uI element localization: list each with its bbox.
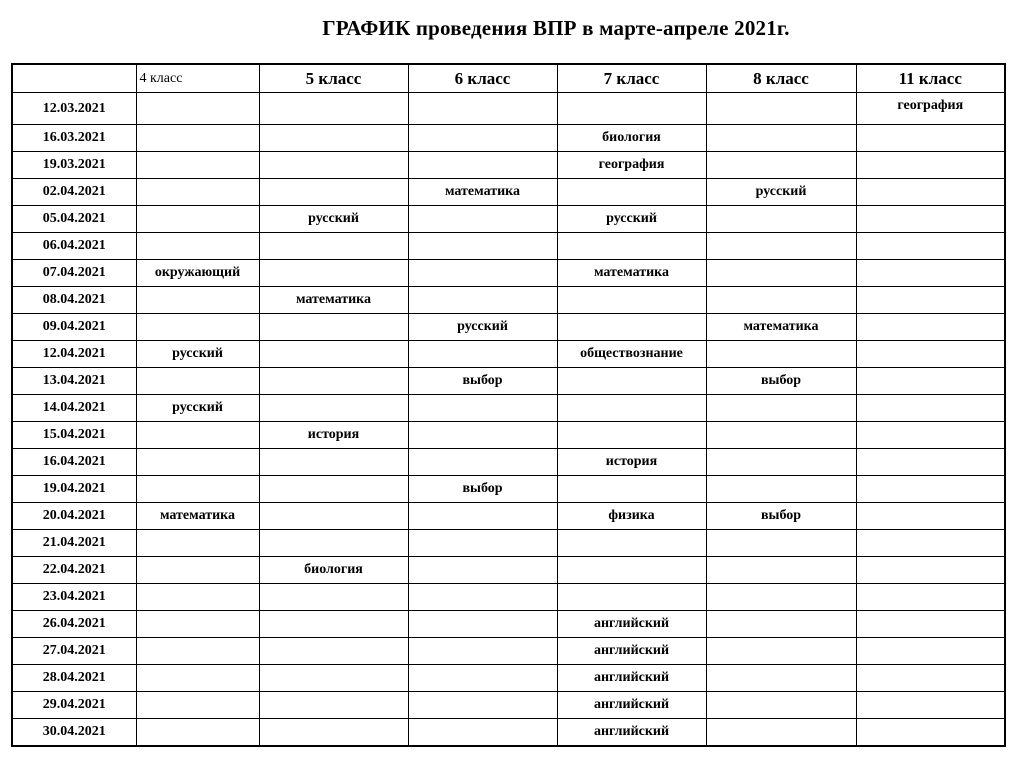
- cell-c4: [136, 287, 259, 314]
- column-header-8: 8 класс: [706, 64, 856, 93]
- cell-c5: [259, 719, 408, 747]
- cell-c6: [408, 503, 557, 530]
- cell-c8: [706, 287, 856, 314]
- cell-c6: [408, 665, 557, 692]
- cell-c11: [856, 152, 1005, 179]
- cell-c4: [136, 719, 259, 747]
- table-row: [12, 152, 1005, 179]
- cell-c11: [856, 557, 1005, 584]
- cell-c8: [706, 233, 856, 260]
- row-date: 29.04.2021: [12, 692, 136, 719]
- cell-c11: [856, 584, 1005, 611]
- cell-c6: [408, 638, 557, 665]
- cell-c4: [136, 665, 259, 692]
- column-header-6: 6 класс: [408, 64, 557, 93]
- cell-c7: обществознание: [557, 341, 706, 368]
- cell-c8: [706, 665, 856, 692]
- cell-c7: [557, 287, 706, 314]
- cell-c5: [259, 530, 408, 557]
- cell-c8: [706, 530, 856, 557]
- cell-c5: [259, 611, 408, 638]
- cell-c7: [557, 584, 706, 611]
- column-header-date: [12, 64, 136, 93]
- table-row: [12, 692, 1005, 719]
- cell-c4: [136, 584, 259, 611]
- cell-c4: [136, 476, 259, 503]
- cell-c11: [856, 692, 1005, 719]
- cell-c11: [856, 611, 1005, 638]
- cell-c4: [136, 125, 259, 152]
- cell-c8: выбор: [706, 503, 856, 530]
- cell-c6: [408, 449, 557, 476]
- row-date: 20.04.2021: [12, 503, 136, 530]
- cell-c7: [557, 233, 706, 260]
- row-date: 13.04.2021: [12, 368, 136, 395]
- cell-c5: [259, 152, 408, 179]
- cell-c11: [856, 368, 1005, 395]
- cell-c8: [706, 692, 856, 719]
- cell-c7: [557, 368, 706, 395]
- cell-c5: [259, 341, 408, 368]
- cell-c5: [259, 368, 408, 395]
- cell-c7: русский: [557, 206, 706, 233]
- column-header-11: 11 класс: [856, 64, 1005, 93]
- cell-c4: [136, 611, 259, 638]
- cell-c6: [408, 287, 557, 314]
- cell-c8: [706, 125, 856, 152]
- cell-c7: [557, 530, 706, 557]
- cell-c4: русский: [136, 395, 259, 422]
- column-header-7: 7 класс: [557, 64, 706, 93]
- cell-c4: [136, 206, 259, 233]
- cell-c7: английский: [557, 719, 706, 747]
- column-header-5: 5 класс: [259, 64, 408, 93]
- cell-c5: русский: [259, 206, 408, 233]
- cell-c11: [856, 638, 1005, 665]
- cell-c7: английский: [557, 638, 706, 665]
- cell-c11: [856, 530, 1005, 557]
- row-date: 09.04.2021: [12, 314, 136, 341]
- cell-c4: [136, 449, 259, 476]
- cell-c11: [856, 179, 1005, 206]
- cell-c7: история: [557, 449, 706, 476]
- table-row: [12, 476, 1005, 503]
- cell-c4: [136, 692, 259, 719]
- row-date: 07.04.2021: [12, 260, 136, 287]
- cell-c11: [856, 341, 1005, 368]
- cell-c8: [706, 476, 856, 503]
- page-title: ГРАФИК проведения ВПР в марте-апреле 2021г.: [322, 16, 790, 40]
- cell-c7: английский: [557, 611, 706, 638]
- table-row: [12, 557, 1005, 584]
- cell-c5: [259, 93, 408, 125]
- row-date: 12.03.2021: [12, 93, 136, 125]
- cell-c6: [408, 422, 557, 449]
- cell-c11: [856, 395, 1005, 422]
- cell-c11: [856, 206, 1005, 233]
- row-date: 12.04.2021: [12, 341, 136, 368]
- cell-c5: [259, 314, 408, 341]
- table-row: [12, 611, 1005, 638]
- schedule-table: [11, 63, 1006, 747]
- cell-c5: [259, 665, 408, 692]
- cell-c5: [259, 260, 408, 287]
- cell-c6: [408, 395, 557, 422]
- table-row: [12, 233, 1005, 260]
- cell-c4: [136, 368, 259, 395]
- cell-c8: [706, 449, 856, 476]
- cell-c4: окружающий: [136, 260, 259, 287]
- row-date: 15.04.2021: [12, 422, 136, 449]
- row-date: 05.04.2021: [12, 206, 136, 233]
- table-row: [12, 719, 1005, 747]
- row-date: 23.04.2021: [12, 584, 136, 611]
- cell-c4: [136, 233, 259, 260]
- cell-c6: [408, 125, 557, 152]
- cell-c4: [136, 557, 259, 584]
- cell-c6: [408, 93, 557, 125]
- cell-c5: [259, 584, 408, 611]
- table-row: [12, 260, 1005, 287]
- column-header-4: 4 класс: [136, 64, 259, 93]
- cell-c6: математика: [408, 179, 557, 206]
- cell-c6: [408, 530, 557, 557]
- table-row: [12, 449, 1005, 476]
- cell-c7: [557, 314, 706, 341]
- table-row: [12, 93, 1005, 125]
- cell-c6: [408, 557, 557, 584]
- cell-c8: русский: [706, 179, 856, 206]
- table-row: [12, 638, 1005, 665]
- cell-c6: [408, 692, 557, 719]
- cell-c6: русский: [408, 314, 557, 341]
- cell-c7: [557, 476, 706, 503]
- cell-c5: [259, 449, 408, 476]
- cell-c11: [856, 422, 1005, 449]
- cell-c7: биология: [557, 125, 706, 152]
- cell-c4: [136, 422, 259, 449]
- cell-c11: [856, 665, 1005, 692]
- cell-c8: [706, 152, 856, 179]
- cell-c8: [706, 206, 856, 233]
- cell-c6: [408, 233, 557, 260]
- cell-c7: [557, 179, 706, 206]
- cell-c8: [706, 611, 856, 638]
- table-row: [12, 341, 1005, 368]
- row-date: 08.04.2021: [12, 287, 136, 314]
- cell-c8: [706, 584, 856, 611]
- cell-c8: [706, 93, 856, 125]
- table-row: [12, 665, 1005, 692]
- cell-c7: математика: [557, 260, 706, 287]
- cell-c8: [706, 395, 856, 422]
- cell-c8: [706, 422, 856, 449]
- cell-c6: [408, 260, 557, 287]
- cell-c6: [408, 719, 557, 747]
- cell-c11: [856, 449, 1005, 476]
- cell-c4: [136, 638, 259, 665]
- row-date: 16.03.2021: [12, 125, 136, 152]
- cell-c5: [259, 476, 408, 503]
- row-date: 02.04.2021: [12, 179, 136, 206]
- cell-c7: физика: [557, 503, 706, 530]
- cell-c5: [259, 395, 408, 422]
- cell-c8: [706, 557, 856, 584]
- cell-c7: [557, 93, 706, 125]
- row-date: 28.04.2021: [12, 665, 136, 692]
- row-date: 14.04.2021: [12, 395, 136, 422]
- cell-c11: [856, 233, 1005, 260]
- cell-c5: [259, 233, 408, 260]
- cell-c5: математика: [259, 287, 408, 314]
- table-row: [12, 179, 1005, 206]
- cell-c4: [136, 314, 259, 341]
- row-date: 21.04.2021: [12, 530, 136, 557]
- row-date: 19.03.2021: [12, 152, 136, 179]
- row-date: 19.04.2021: [12, 476, 136, 503]
- cell-c6: [408, 206, 557, 233]
- cell-c5: [259, 125, 408, 152]
- cell-c5: [259, 179, 408, 206]
- cell-c7: [557, 557, 706, 584]
- table-row: [12, 530, 1005, 557]
- cell-c11: [856, 125, 1005, 152]
- cell-c6: [408, 341, 557, 368]
- row-date: 27.04.2021: [12, 638, 136, 665]
- cell-c11: [856, 476, 1005, 503]
- cell-c4: [136, 152, 259, 179]
- cell-c8: выбор: [706, 368, 856, 395]
- cell-c6: [408, 611, 557, 638]
- cell-c6: выбор: [408, 476, 557, 503]
- cell-c8: [706, 638, 856, 665]
- table-row: [12, 314, 1005, 341]
- cell-c5: биология: [259, 557, 408, 584]
- cell-c7: английский: [557, 665, 706, 692]
- cell-c7: [557, 422, 706, 449]
- cell-c4: [136, 530, 259, 557]
- cell-c11: [856, 719, 1005, 747]
- cell-c7: география: [557, 152, 706, 179]
- cell-c4: математика: [136, 503, 259, 530]
- cell-c6: выбор: [408, 368, 557, 395]
- table-row: [12, 125, 1005, 152]
- cell-c11: [856, 260, 1005, 287]
- cell-c8: [706, 341, 856, 368]
- cell-c7: английский: [557, 692, 706, 719]
- table-row: [12, 503, 1005, 530]
- cell-c11: [856, 287, 1005, 314]
- cell-c8: [706, 260, 856, 287]
- row-date: 26.04.2021: [12, 611, 136, 638]
- cell-c4: [136, 93, 259, 125]
- cell-c8: математика: [706, 314, 856, 341]
- cell-c6: [408, 152, 557, 179]
- cell-c5: [259, 503, 408, 530]
- table-row: [12, 368, 1005, 395]
- cell-c8: [706, 719, 856, 747]
- cell-c5: [259, 638, 408, 665]
- row-date: 22.04.2021: [12, 557, 136, 584]
- cell-c4: русский: [136, 341, 259, 368]
- header-row: [12, 64, 1005, 93]
- cell-c5: [259, 692, 408, 719]
- table-row: [12, 422, 1005, 449]
- cell-c11: [856, 314, 1005, 341]
- row-date: 16.04.2021: [12, 449, 136, 476]
- cell-c6: [408, 584, 557, 611]
- cell-c4: [136, 179, 259, 206]
- cell-c11: география: [856, 93, 1005, 125]
- table-row: [12, 584, 1005, 611]
- row-date: 30.04.2021: [12, 719, 136, 747]
- row-date: 06.04.2021: [12, 233, 136, 260]
- table-row: [12, 395, 1005, 422]
- table-row: [12, 287, 1005, 314]
- cell-c7: [557, 395, 706, 422]
- cell-c11: [856, 503, 1005, 530]
- table-row: [12, 206, 1005, 233]
- cell-c5: история: [259, 422, 408, 449]
